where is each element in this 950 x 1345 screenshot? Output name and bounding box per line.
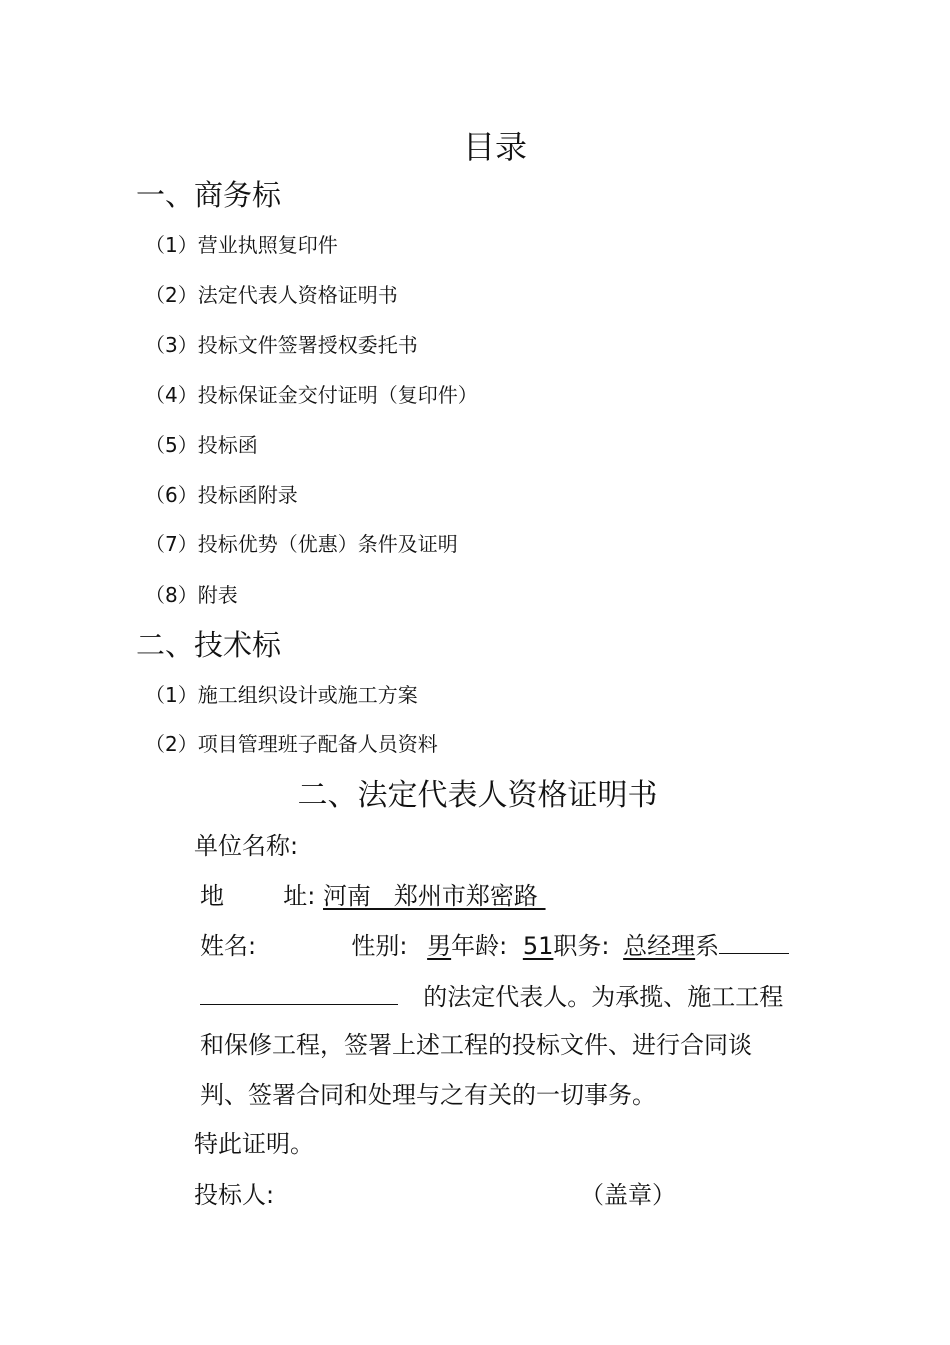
of-label: 系 (695, 932, 720, 960)
gender-value: 男 (427, 932, 452, 960)
toc-item: （1）施工组织设计或施工方案 (145, 683, 418, 707)
certificate-title: 二、法定代表人资格证明书 (297, 778, 658, 813)
toc-item: （2）法定代表人资格证明书 (145, 283, 398, 307)
body-line-3: 判、签署合同和处理与之有关的一切事务。 (200, 1081, 656, 1109)
toc-item: （1）营业执照复印件 (145, 233, 338, 257)
blank-line (719, 952, 789, 954)
toc-item: （4）投标保证金交付证明（复印件） (145, 383, 478, 407)
age-value: 51 (522, 932, 554, 960)
name-label: 姓名: (200, 932, 257, 960)
info-row (200, 926, 789, 961)
seal-label: （盖章） (580, 1181, 676, 1209)
toc-item: （8）附表 (145, 583, 238, 607)
address-row (200, 876, 546, 911)
toc-title: 目录 (462, 128, 527, 166)
unit-name-label: 单位名称: (194, 832, 299, 860)
hereby-certify: 特此证明。 (194, 1130, 314, 1158)
toc-item: （5）投标函 (145, 433, 258, 457)
position-label: 职务: (553, 932, 610, 960)
address-label-part2: 址: (283, 882, 316, 910)
toc-item: （2）项目管理班子配备人员资料 (145, 732, 438, 756)
blank-line (200, 1003, 398, 1005)
body-line-2: 和保修工程，签署上述工程的投标文件、进行合同谈 (200, 1031, 752, 1059)
toc-item: （3）投标文件签署授权委托书 (145, 333, 418, 357)
body-row-1 (200, 977, 783, 1012)
gender-label: 性别: (351, 932, 408, 960)
address-value: 河南 郑州市郑密路 (323, 882, 546, 910)
section-heading-business: 一、商务标 (136, 178, 282, 212)
toc-item: （6）投标函附录 (145, 483, 298, 507)
toc-item: （7）投标优势（优惠）条件及证明 (145, 532, 458, 556)
address-label-part1: 地 (200, 882, 224, 910)
section-heading-technical: 二、技术标 (136, 628, 282, 662)
position-value: 总经理 (623, 932, 696, 960)
body-line-1: 的法定代表人。为承揽、施工工程 (423, 983, 784, 1011)
bidder-label: 投标人: (194, 1181, 275, 1209)
age-label: 年龄: (451, 932, 508, 960)
